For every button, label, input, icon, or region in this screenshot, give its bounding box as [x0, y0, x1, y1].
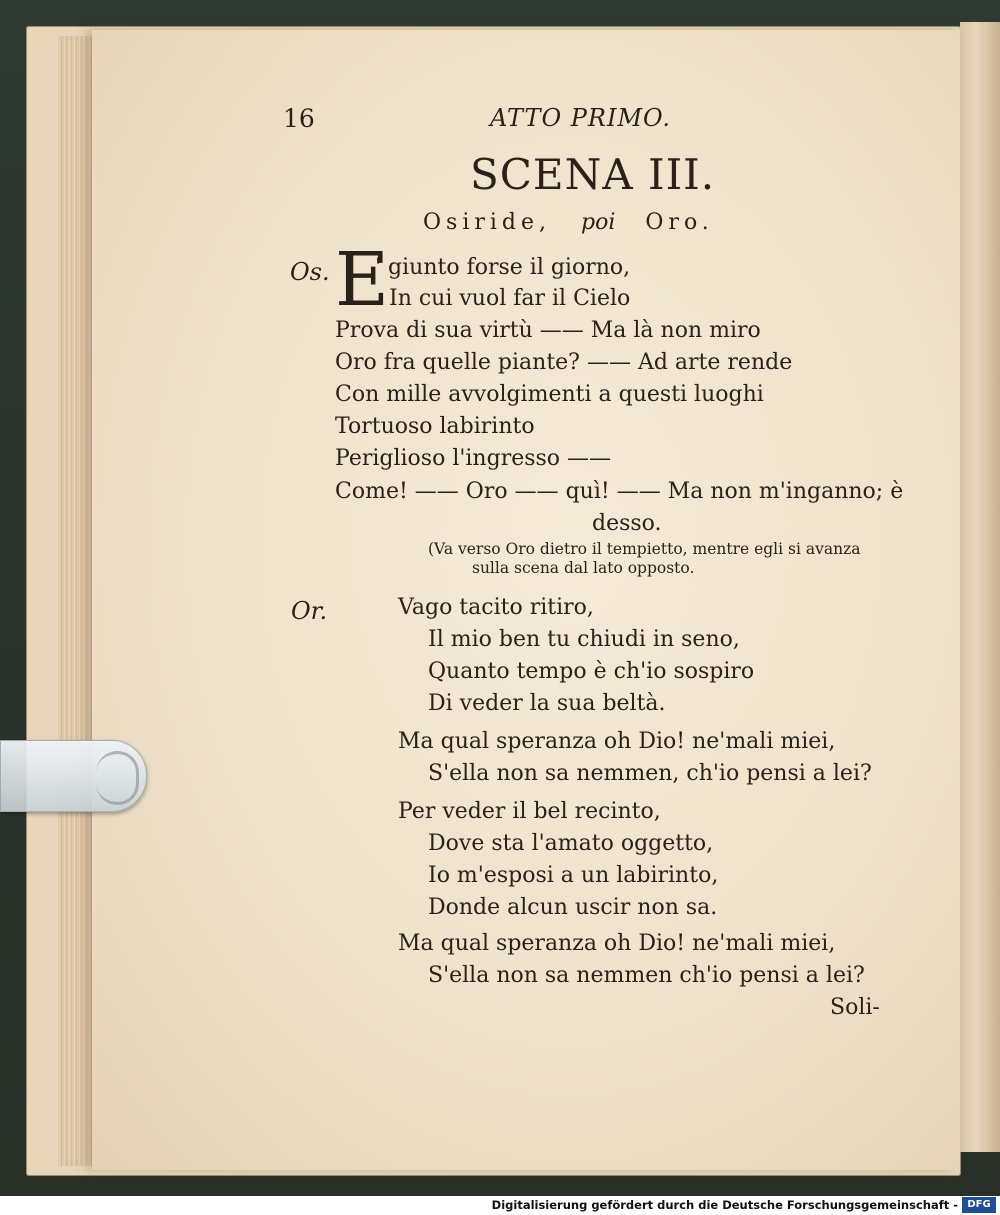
recitative-line: ' giunto forse il giorno, [375, 255, 631, 280]
recitative-line: Prova di sua virtù —— Ma là non miro [335, 318, 761, 343]
dfg-logo: DFG [962, 1197, 996, 1213]
stage-direction: sulla scena dal lato opposto. [472, 559, 695, 577]
recitative-line: Con mille avvolgimenti a questi luoghi [335, 382, 764, 407]
characters-poi: poi [581, 210, 616, 235]
recitative-line: Periglioso l'ingresso —— [335, 446, 612, 471]
characters-line [423, 210, 714, 235]
character-oro: Oro. [645, 210, 714, 235]
page-number: 16 [283, 104, 315, 133]
stage-direction: (Va verso Oro dietro il tempietto, mentre egli si avanza [428, 540, 861, 558]
aria-line: Ma qual speranza oh Dio! ne'mali miei, [398, 729, 836, 754]
footer-credit: Digitalisierung gefördert durch die Deutsche Forschungsgemeinschaft - [491, 1198, 958, 1212]
aria-line: S'ella non sa nemmen ch'io pensi a lei? [428, 963, 865, 988]
aria-line: Per veder il bel recinto, [398, 799, 661, 824]
speaker-oro: Or. [291, 597, 328, 625]
recitative-line: desso. [592, 511, 662, 536]
running-head: ATTO PRIMO. [490, 104, 671, 132]
aria-line: Il mio ben tu chiudi in seno, [428, 627, 740, 652]
right-page-edge [960, 22, 1000, 1152]
bookmark-clip-icon [0, 740, 147, 812]
recitative-line: Come! —— Oro —— quì! —— Ma non m'inganno; è [335, 479, 904, 504]
aria-line: Donde alcun uscir non sa. [428, 895, 718, 920]
drop-cap: E [335, 237, 390, 323]
aria-line: S'ella non sa nemmen, ch'io pensi a lei? [428, 761, 872, 786]
recitative-line: In cui vuol far il Cielo [389, 286, 631, 311]
aria-line: Dove sta l'amato oggetto, [428, 831, 714, 856]
aria-line: Vago tacito ritiro, [398, 595, 594, 620]
character-osiride: Osiride, [423, 210, 552, 235]
aria-line: Ma qual speranza oh Dio! ne'mali miei, [398, 931, 836, 956]
recitative-line: Tortuoso labirinto [335, 414, 535, 439]
recitative-line: Oro fra quelle piante? —— Ad arte rende [335, 350, 793, 375]
speaker-osiride: Os. [290, 258, 330, 286]
aria-line: Quanto tempo è ch'io sospiro [428, 659, 755, 684]
catchword: Soli- [830, 995, 880, 1020]
aria-line: Io m'esposi a un labirinto, [428, 863, 719, 888]
aria-line: Di veder la sua beltà. [428, 691, 666, 716]
footer-bar [0, 1196, 1000, 1215]
scene-title: SCENA III. [470, 150, 716, 199]
